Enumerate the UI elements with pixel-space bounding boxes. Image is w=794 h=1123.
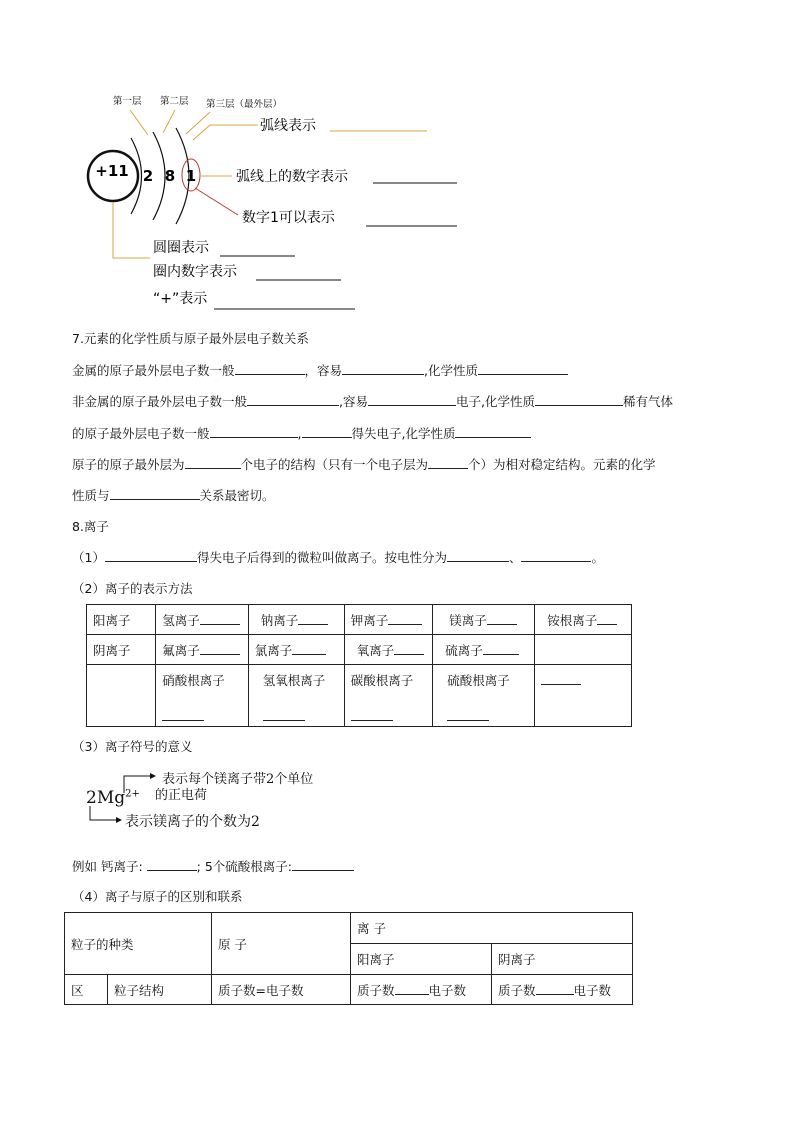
table-cell: 质子数 电子数 bbox=[351, 975, 492, 1005]
layer-label-1: 第一层 bbox=[113, 96, 142, 107]
table-cell: 区 bbox=[65, 975, 108, 1005]
table-row bbox=[65, 913, 633, 944]
ion-note-count: 表示镁离子的个数为2 bbox=[125, 814, 260, 830]
ion-representation-table bbox=[86, 604, 632, 727]
ion-symbol: $2Mg^{2+}$ bbox=[86, 788, 140, 808]
section-7-line-3: 的原子最外层电子数一般 , 得失电子,化学性质 bbox=[72, 424, 531, 442]
annotation-circle-number: 圈内数字表示 bbox=[153, 264, 237, 280]
table-cell bbox=[87, 665, 156, 727]
table-cell: 氯离子 bbox=[248, 635, 344, 665]
circle-annotation-leader bbox=[113, 202, 150, 258]
section-8-p4: （4）离子与原子的区别和联系 bbox=[72, 889, 243, 904]
table-cell: 质子数=电子数 bbox=[212, 975, 351, 1005]
section-8-heading: 8.离子 bbox=[72, 519, 109, 534]
table-cell: 钠离子 bbox=[248, 605, 344, 635]
table-cell: 阴离子 bbox=[87, 635, 156, 665]
example-line: 例如 钙离子: ; 5个硫酸根离子: bbox=[72, 857, 354, 875]
table-cell: 质子数 电子数 bbox=[492, 975, 633, 1005]
table-cell: 硫离子 bbox=[433, 635, 535, 665]
digit1-annotation-leader bbox=[195, 188, 238, 215]
electron-shell-arc-2 bbox=[153, 132, 165, 220]
table-row bbox=[87, 635, 632, 665]
table-cell: 氢离子 bbox=[156, 605, 248, 635]
section-7-heading: 7.元素的化学性质与原子最外层电子数关系 bbox=[72, 331, 309, 346]
table-cell: 碳酸根离子 bbox=[344, 665, 432, 727]
layer-label-3: 第三层（最外层） bbox=[206, 99, 283, 110]
table-cell: 阳离子 bbox=[351, 944, 492, 975]
table-cell: 离 子 bbox=[351, 913, 633, 944]
table-cell: 阴离子 bbox=[492, 944, 633, 975]
annotation-digit-1: 数字1可以表示 bbox=[242, 210, 335, 226]
table-cell bbox=[535, 635, 632, 665]
section-7-line-1: 金属的原子最外层电子数一般 ，容易 ,化学性质 bbox=[72, 361, 568, 379]
section-8-p3: （3）离子符号的意义 bbox=[72, 739, 193, 754]
atom-structure-diagram bbox=[0, 0, 794, 320]
annotation-plus: “+”表示 bbox=[153, 291, 208, 307]
table-cell: 原 子 bbox=[212, 913, 351, 975]
table-cell: 阳离子 bbox=[87, 605, 156, 635]
table-row bbox=[65, 975, 633, 1005]
nucleus-charge: +11 bbox=[95, 162, 129, 180]
ion-atom-comparison-table bbox=[64, 912, 633, 1005]
section-8-p2: （2）离子的表示方法 bbox=[72, 581, 193, 596]
table-cell: 硫酸根离子 bbox=[433, 665, 535, 727]
electron-count-3: 1 bbox=[185, 167, 197, 185]
layer-label-2: 第二层 bbox=[160, 96, 189, 107]
table-cell: 粒子结构 bbox=[108, 975, 212, 1005]
table-row bbox=[87, 665, 632, 727]
electron-count-1: 2 bbox=[142, 167, 154, 185]
table-cell: 铵根离子 bbox=[535, 605, 632, 635]
table-cell: 粒子的种类 bbox=[65, 913, 212, 975]
arc-annotation-leader bbox=[193, 125, 258, 140]
annotation-arc: 弧线表示 bbox=[260, 118, 316, 134]
section-8-p1: （1） 得失电子后得到的微粒叫做离子。按电性分为 、 。 bbox=[72, 550, 604, 565]
table-cell: 钾离子 bbox=[344, 605, 432, 635]
count-arrow bbox=[90, 806, 116, 820]
table-cell: 氧离子 bbox=[344, 635, 432, 665]
annotation-arc-number: 弧线上的数字表示 bbox=[236, 169, 348, 185]
annotation-circle: 圆圈表示 bbox=[153, 240, 209, 256]
table-cell: 硝酸根离子 bbox=[156, 665, 248, 727]
table-cell: 氢氧根离子 bbox=[248, 665, 344, 727]
table-cell: 氟离子 bbox=[156, 635, 248, 665]
section-7-line-4: 原子的原子最外层为 个电子的结构（只有一个电子层为 个）为相对稳定结构。元素的化学 bbox=[72, 457, 656, 472]
section-7-line-2: 非金属的原子最外层电子数一般 ,容易 电子,化学性质 稀有气体 bbox=[72, 394, 673, 409]
table-cell: 镁离子 bbox=[433, 605, 535, 635]
electron-count-2: 8 bbox=[164, 167, 176, 185]
table-row bbox=[87, 605, 632, 635]
ion-note-charge-2: 的正电荷 bbox=[155, 788, 208, 803]
table-cell bbox=[535, 665, 632, 727]
electron-shell-arc-1 bbox=[131, 138, 142, 214]
ion-note-charge-1: 表示每个镁离子带2个单位 bbox=[162, 772, 314, 787]
section-7-line-5: 性质与 关系最密切。 bbox=[72, 488, 275, 503]
